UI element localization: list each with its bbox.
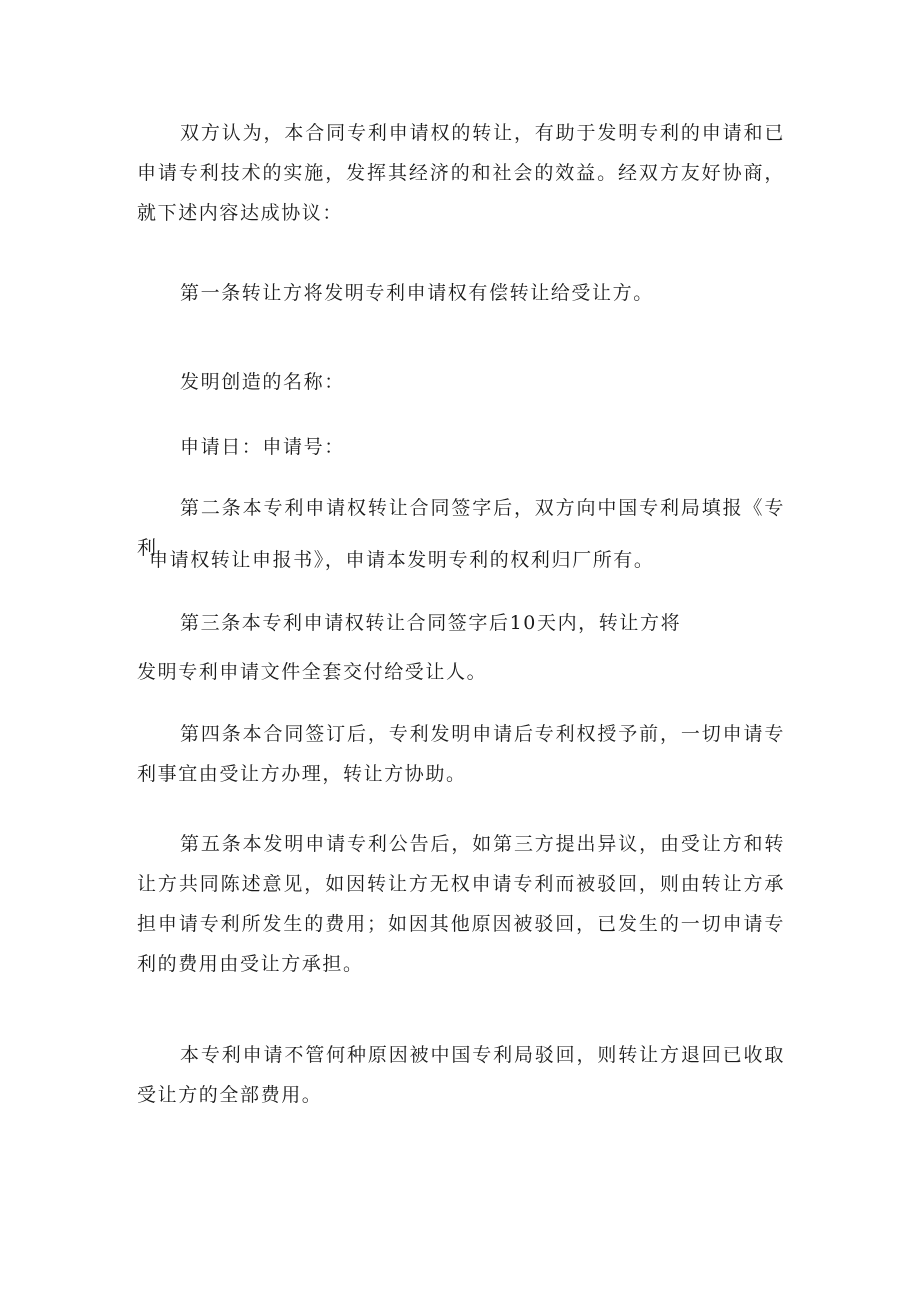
paragraph-agreement-intro: 双方认为，本合同专利申请权的转让，有助于发明专利的申请和已申请专利技术的实施，发挥其经济的和社会的效益。经双方友好协商，就下述内容达成协议： — [137, 122, 785, 224]
paragraph-article-4: 第四条本合同签订后，专利发明申请后专利权授予前，一切申请专利事宜由受让方办理，转让方协助。 — [137, 723, 785, 785]
paragraph-application-date-number: 申请日：申请号： — [180, 436, 345, 458]
paragraph-article-3-line-2: 发明专利申请文件全套交付给受让人。 — [137, 661, 488, 683]
paragraph-article-1: 第一条转让方将发明专利申请权有偿转让给受让方。 — [180, 282, 654, 304]
paragraph-article-5: 第五条本发明申请专利公告后，如第三方提出异议，由受让方和转让方共同陈述意见，如因转让方无权申请专利而被驳回，则由转让方承担申请专利所发生的费用；如因其他原因被驳回，已发生的一切申请专利的费用由受让方承担。 — [137, 833, 785, 975]
paragraph-article-3-line-1: 第三条本专利申请权转让合同签字后10天内，转让方将 — [180, 612, 682, 634]
paragraph-invention-name: 发明创造的名称： — [180, 371, 345, 393]
paragraph-article-2-line-2: 申请权转让申报书》，申请本发明专利的权利归厂所有。 — [149, 549, 655, 571]
paragraph-article-2-line-1: 第二条本专利申请权转让合同签字后，双方向中国专利局填报《专利 — [137, 497, 785, 559]
paragraph-refund-clause: 本专利申请不管何种原因被中国专利局驳回，则转让方退回已收取受让方的全部费用。 — [137, 1044, 785, 1106]
